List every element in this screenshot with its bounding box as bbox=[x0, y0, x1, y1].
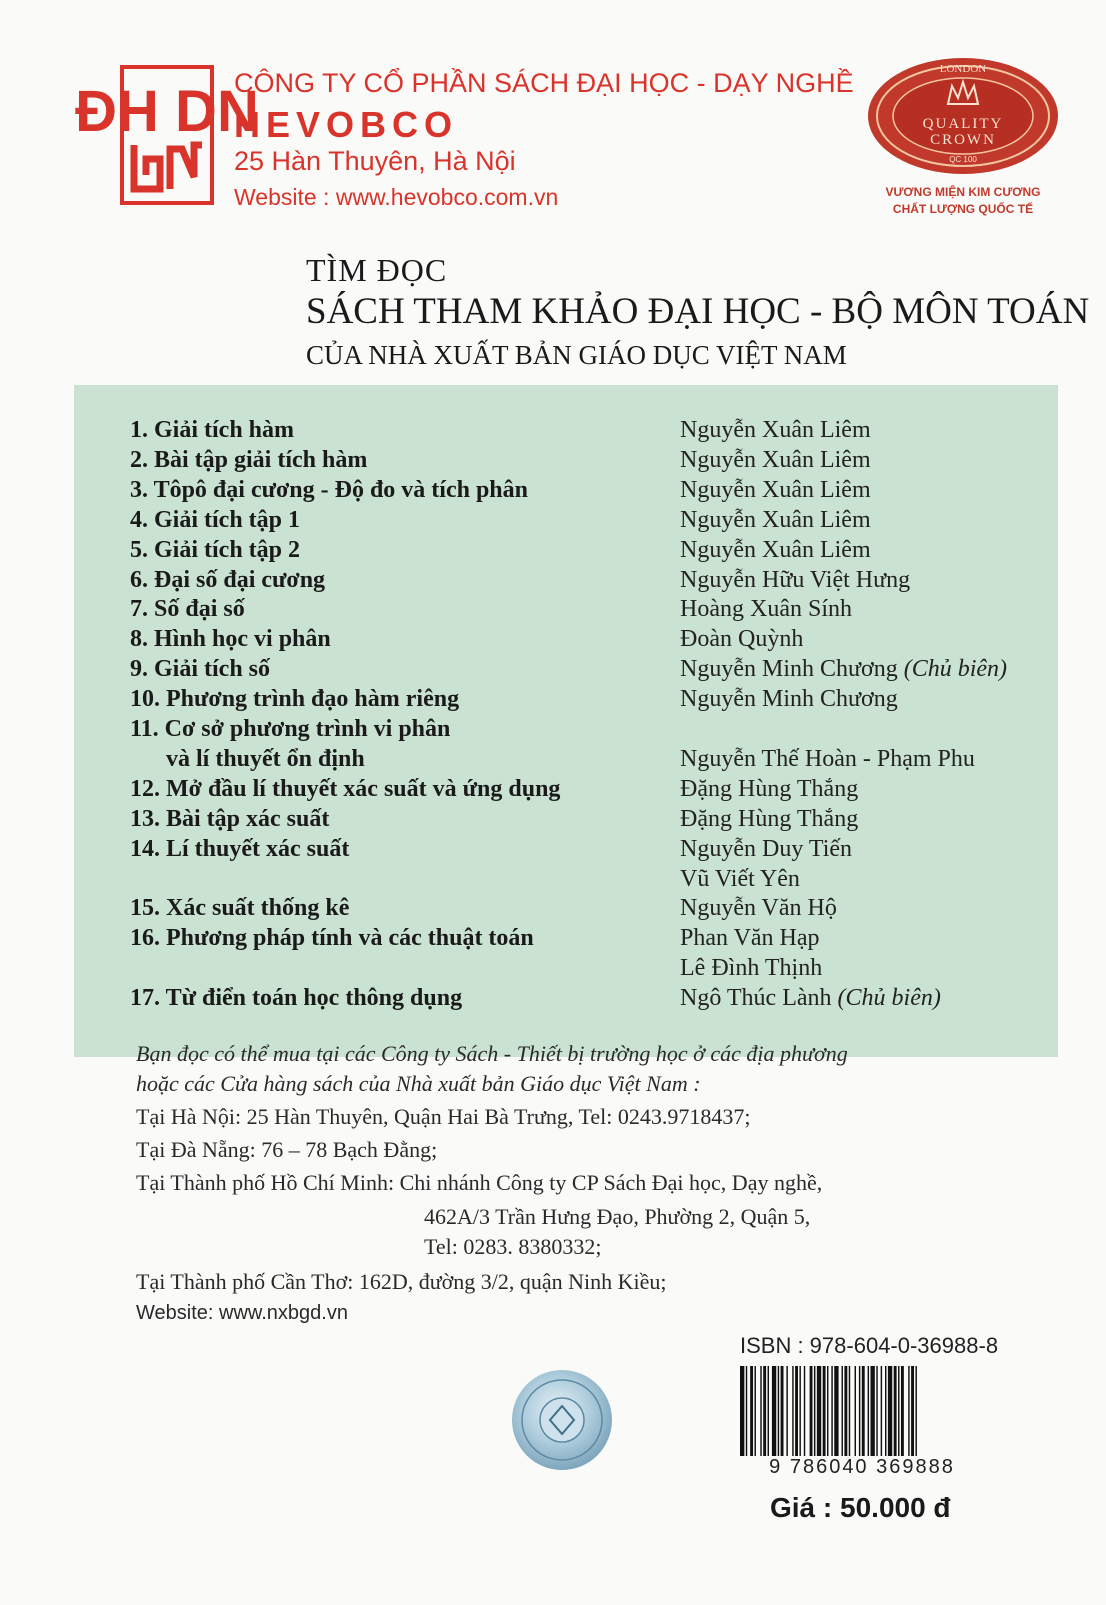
barcode-bar bbox=[750, 1366, 753, 1456]
book-row bbox=[130, 656, 1050, 686]
book-title: 3. Tôpô đại cương - Độ đo và tích phân bbox=[130, 476, 529, 503]
barcode-bar bbox=[831, 1366, 832, 1456]
book-author: Nguyễn Minh Chương (Chủ biên) bbox=[680, 656, 1008, 683]
barcode-number: 9 786040 369888 bbox=[769, 1456, 955, 1478]
quality-crown-badge bbox=[866, 56, 1060, 176]
book-author: Lê Đình Thịnh bbox=[680, 955, 823, 982]
book-author: Nguyễn Xuân Liêm bbox=[680, 476, 871, 503]
book-author: Nguyễn Duy Tiến bbox=[680, 835, 853, 862]
barcode-bar bbox=[778, 1366, 779, 1456]
book-note: (Chủ biên) bbox=[903, 656, 1008, 683]
book-row bbox=[130, 447, 1050, 477]
badge-crown: CROWN bbox=[930, 132, 996, 148]
book-row bbox=[130, 537, 1050, 567]
barcode-bar bbox=[795, 1366, 798, 1456]
book-row bbox=[130, 477, 1050, 507]
barcode-bar bbox=[827, 1366, 828, 1456]
book-title: 10. Phương trình đạo hàm riêng bbox=[130, 686, 460, 713]
badge-caption-2: CHẤT LƯỢNG QUỐC TẾ bbox=[892, 202, 1034, 216]
book-title: 17. Từ điển toán học thông dụng bbox=[130, 985, 463, 1012]
barcode-bar bbox=[894, 1366, 897, 1456]
book-title: 1. Giải tích hàm bbox=[130, 417, 295, 443]
book-row bbox=[130, 836, 1050, 866]
barcode-bar bbox=[817, 1366, 821, 1456]
book-author: Ngô Thúc Lành (Chủ biên) bbox=[680, 985, 941, 1012]
book-title: 8. Hình học vi phân bbox=[130, 626, 331, 653]
book-row bbox=[130, 686, 1050, 716]
barcode-bar bbox=[786, 1366, 787, 1456]
barcode-bar bbox=[772, 1366, 776, 1456]
publisher-address: 25 Hàn Thuyên, Hà Nội bbox=[234, 146, 516, 176]
barcode-bar bbox=[768, 1366, 769, 1456]
barcode-bar bbox=[746, 1366, 747, 1456]
barcode-bar bbox=[755, 1366, 756, 1456]
barcode-bar bbox=[876, 1366, 877, 1456]
book-author: Vũ Viết Yên bbox=[680, 865, 800, 892]
barcode-bar bbox=[849, 1366, 850, 1456]
barcode-bar bbox=[804, 1366, 805, 1456]
footer-cantho: Tại Thành phố Cần Thơ: 162D, đường 3/2, quận Ninh Kiều; bbox=[136, 1269, 667, 1294]
badge-quality: QUALITY bbox=[922, 116, 1004, 132]
barcode-bar bbox=[760, 1366, 761, 1456]
book-title: 2. Bài tập giải tích hàm bbox=[130, 446, 368, 473]
barcode-bar bbox=[792, 1366, 793, 1456]
hologram-seal-icon bbox=[510, 1368, 614, 1472]
book-title: 7. Số đại số bbox=[130, 596, 245, 623]
barcode-bar bbox=[855, 1366, 856, 1456]
barcode-bar bbox=[810, 1366, 813, 1456]
barcode-bar bbox=[814, 1366, 815, 1456]
book-author: Nguyễn Hữu Việt Hưng bbox=[680, 566, 911, 593]
barcode-bar bbox=[844, 1366, 847, 1456]
book-row bbox=[130, 776, 1050, 806]
book-author: Nguyễn Minh Chương bbox=[680, 686, 898, 713]
barcode-bar bbox=[799, 1366, 800, 1456]
book-author: Đoàn Quỳnh bbox=[680, 626, 804, 653]
page-subtitle: CỦA NHÀ XUẤT BẢN GIÁO DỤC VIỆT NAM bbox=[306, 340, 847, 370]
book-row bbox=[130, 985, 1050, 1015]
book-row bbox=[130, 746, 1050, 776]
book-title: 5. Giải tích tập 2 bbox=[130, 536, 301, 563]
book-row bbox=[130, 596, 1050, 626]
heading-find: TÌM ĐỌC bbox=[306, 252, 448, 288]
barcode-bar bbox=[862, 1366, 865, 1456]
barcode-bar bbox=[885, 1366, 886, 1456]
barcode-bar bbox=[901, 1366, 904, 1456]
book-row bbox=[130, 806, 1050, 836]
barcode-bar bbox=[911, 1366, 914, 1456]
publisher-company: CÔNG TY CỔ PHẦN SÁCH ĐẠI HỌC - DẠY NGHỀ bbox=[234, 68, 854, 98]
badge-london: LONDON bbox=[939, 63, 987, 75]
barcode-bar bbox=[888, 1366, 892, 1456]
book-author: Phan Văn Hạp bbox=[680, 925, 820, 952]
book-row bbox=[130, 567, 1050, 597]
book-row bbox=[130, 716, 1050, 746]
barcode-bar bbox=[868, 1366, 869, 1456]
book-row bbox=[130, 866, 1050, 896]
publisher-logo bbox=[75, 65, 259, 205]
book-row bbox=[130, 925, 1050, 955]
footer-hanoi: Tại Hà Nội: 25 Hàn Thuyên, Quận Hai Bà Trưng, Tel: 0243.9718437; bbox=[136, 1104, 751, 1129]
book-author: Nguyễn Xuân Liêm bbox=[680, 446, 871, 473]
publisher-website: Website : www.hevobco.com.vn bbox=[234, 184, 559, 210]
book-title: 9. Giải tích số bbox=[130, 656, 271, 683]
publisher-logo-icon bbox=[75, 69, 259, 201]
barcode-bar bbox=[763, 1366, 766, 1456]
book-author: Nguyễn Xuân Liêm bbox=[680, 417, 871, 443]
price-label: Giá : 50.000 đ bbox=[770, 1492, 951, 1523]
barcode-bar bbox=[881, 1366, 882, 1456]
book-row bbox=[130, 507, 1050, 537]
footer-hcm-1: Tại Thành phố Hồ Chí Minh: Chi nhánh Công ty CP Sách Đại học, Dạy nghề, bbox=[136, 1170, 823, 1195]
badge-code: QC 100 bbox=[949, 155, 977, 164]
page-title: SÁCH THAM KHẢO ĐẠI HỌC - BỘ MÔN TOÁN bbox=[306, 291, 1090, 332]
barcode-bar bbox=[842, 1366, 843, 1456]
book-author: Nguyễn Thế Hoàn - Phạm Phu bbox=[680, 745, 975, 772]
barcode-bar bbox=[740, 1366, 744, 1456]
barcode bbox=[738, 1366, 986, 1462]
footer-hcm-3: Tel: 0283. 8380332; bbox=[424, 1234, 602, 1259]
barcode-bar bbox=[823, 1366, 826, 1456]
barcode-bar bbox=[859, 1366, 860, 1456]
barcode-bar bbox=[908, 1366, 909, 1456]
footer-danang: Tại Đà Nẵng: 76 – 78 Bạch Đằng; bbox=[136, 1137, 438, 1162]
badge-caption-1: VƯƠNG MIỆN KIM CƯƠNG bbox=[885, 185, 1041, 199]
book-title: 16. Phương pháp tính và các thuật toán bbox=[130, 925, 534, 952]
book-row bbox=[130, 626, 1050, 656]
barcode-bar bbox=[871, 1366, 875, 1456]
svg-text:ĐH DN: ĐH DN bbox=[75, 79, 259, 144]
book-title: 6. Đại số đại cương bbox=[130, 566, 326, 593]
book-title: 11. Cơ sở phương trình vi phân bbox=[130, 716, 451, 742]
book-title: 15. Xác suất thống kê bbox=[130, 895, 350, 922]
book-author: Đặng Hùng Thắng bbox=[680, 805, 859, 832]
book-row bbox=[130, 895, 1050, 925]
book-author: Nguyễn Xuân Liêm bbox=[680, 536, 871, 563]
book-title: 13. Bài tập xác suất bbox=[130, 805, 330, 832]
book-author: Nguyễn Xuân Liêm bbox=[680, 506, 871, 533]
barcode-bar bbox=[898, 1366, 899, 1456]
book-row bbox=[130, 955, 1050, 985]
book-title: 4. Giải tích tập 1 bbox=[130, 506, 301, 533]
barcode-bar bbox=[915, 1366, 916, 1456]
footer-hcm-2: 462A/3 Trần Hưng Đạo, Phường 2, Quận 5, bbox=[424, 1204, 811, 1229]
barcode-bar bbox=[834, 1366, 838, 1456]
book-row bbox=[130, 417, 1050, 447]
footer-website: Website: www.nxbgd.vn bbox=[136, 1302, 348, 1324]
book-author: Nguyễn Văn Hộ bbox=[680, 895, 837, 922]
book-title: 12. Mở đầu lí thuyết xác suất và ứng dụng bbox=[130, 775, 561, 802]
book-author: Đặng Hùng Thắng bbox=[680, 775, 859, 802]
book-title: và lí thuyết ổn định bbox=[130, 745, 365, 772]
footer-intro-1: Bạn đọc có thể mua tại các Công ty Sách - Thiết bị trường học ở các địa phương bbox=[136, 1041, 848, 1066]
footer-intro-2: hoặc các Cửa hàng sách của Nhà xuất bản Giáo dục Việt Nam : bbox=[136, 1071, 701, 1096]
book-title: 14. Lí thuyết xác suất bbox=[130, 835, 350, 862]
publisher-name: HEVOBCO bbox=[234, 104, 459, 145]
isbn-label: ISBN : 978-604-0-36988-8 bbox=[740, 1333, 999, 1358]
book-author: Hoàng Xuân Sính bbox=[680, 596, 852, 623]
barcode-bar bbox=[781, 1366, 784, 1456]
book-note: (Chủ biên) bbox=[837, 985, 941, 1012]
